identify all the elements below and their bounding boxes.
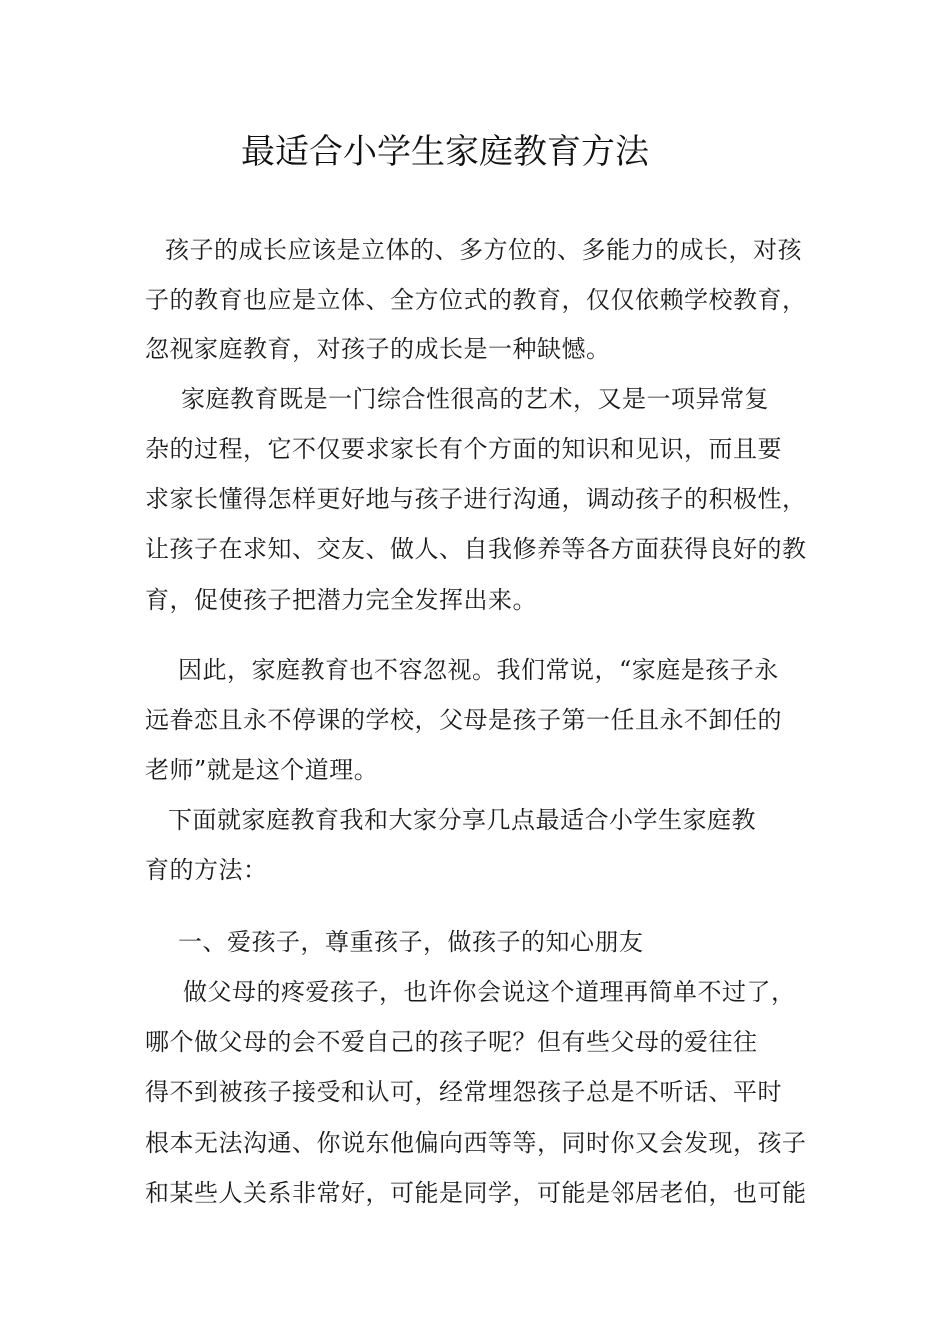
paragraph-line: 育的方法： [145, 856, 268, 884]
paragraph-line: 根本无法沟通、你说东他偏向西等等，同时你又会发现，孩子 [145, 1129, 807, 1157]
paragraph-line: 得不到被孩子接受和认可，经常埋怨孩子总是不听话、平时 [145, 1078, 782, 1106]
paragraph-line: 忽视家庭教育，对孩子的成长是一种缺憾。 [145, 335, 611, 363]
section-heading: 一、爱孩子，尊重孩子，做孩子的知心朋友 [178, 928, 644, 956]
paragraph-line: 远眷恋且永不停课的学校，父母是孩子第一任且永不卸任的 [145, 706, 782, 734]
paragraph-line: 让孩子在求知、交友、做人、自我修养等各方面获得良好的教 [145, 535, 807, 563]
paragraph-line: 老师”就是这个道理。 [145, 756, 379, 784]
paragraph-line: 育，促使孩子把潜力完全发挥出来。 [145, 586, 537, 614]
paragraph-line: 家庭教育既是一门综合性很高的艺术，又是一项异常复 [181, 385, 769, 413]
paragraph-line: 杂的过程，它不仅要求家长有个方面的知识和见识，而且要 [145, 435, 782, 463]
paragraph-line: 求家长懂得怎样更好地与孩子进行沟通，调动孩子的积极性， [145, 485, 807, 513]
paragraph-line: 做父母的疼爱孩子，也许你会说这个道理再简单不过了， [183, 978, 796, 1006]
document-title: 最适合小学生家庭教育方法 [241, 132, 649, 172]
paragraph-line: 孩子的成长应该是立体的、多方位的、多能力的成长，对孩 [165, 236, 802, 264]
paragraph-line: 因此，家庭教育也不容忽视。我们常说，“家庭是孩子永 [178, 656, 779, 684]
paragraph-line: 子的教育也应是立体、全方位式的教育，仅仅依赖学校教育， [145, 286, 807, 314]
paragraph-line: 哪个做父母的会不爱自己的孩子呢？但有些父母的爱往往 [145, 1028, 758, 1056]
paragraph-line: 下面就家庭教育我和大家分享几点最适合小学生家庭教 [168, 806, 756, 834]
paragraph-line: 和某些人关系非常好，可能是同学，可能是邻居老伯，也可能 [145, 1179, 807, 1207]
